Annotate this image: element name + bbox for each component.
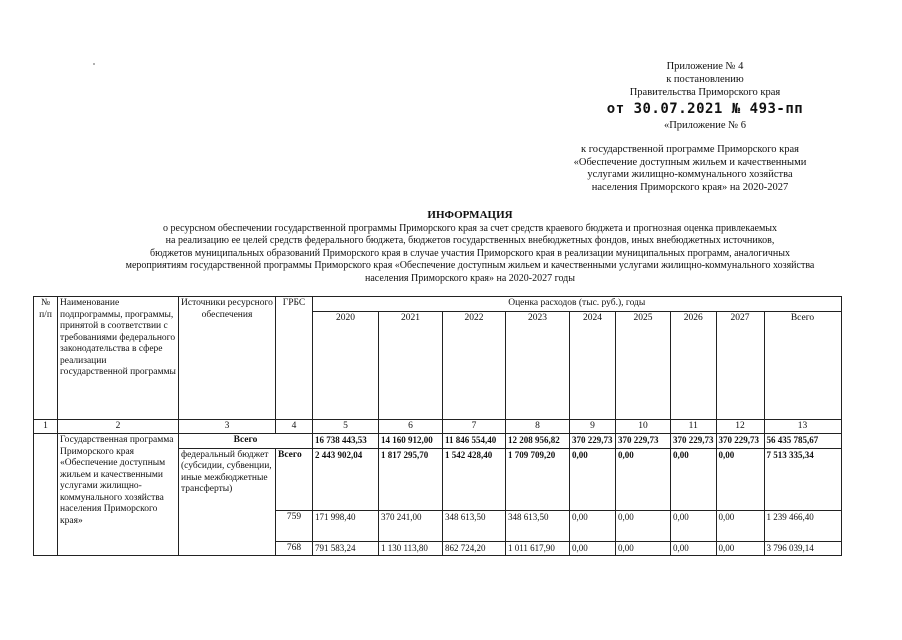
row-number-cell bbox=[34, 434, 58, 556]
federal-total-2025: 0,00 bbox=[616, 448, 671, 510]
col-number: 4 bbox=[276, 419, 313, 434]
grbs-768: 768 bbox=[276, 541, 313, 556]
total-value-2020: 16 738 443,53 bbox=[313, 434, 379, 449]
total-value-2021: 14 160 912,00 bbox=[379, 434, 443, 449]
table-row-total bbox=[34, 434, 842, 449]
federal-total-2023: 1 709 709,20 bbox=[506, 448, 570, 510]
info-line-1: о ресурсном обеспечении государственной программы Приморского края за счет средств краевого бюджета и прогнозная оценка привлекаемых bbox=[162, 222, 778, 234]
total-value-2025: 370 229,73 bbox=[616, 434, 671, 449]
program-ref-line-4: населения Приморского края» на 2020-2027 bbox=[591, 181, 789, 193]
col-number: 10 bbox=[616, 419, 671, 434]
info-line-4: мероприятиям государственной программы Приморского края «Обеспечение доступным жильем и качественными услугами жилищно-коммунального хозяйства bbox=[125, 260, 815, 271]
grbs-768-total: 3 796 039,14 bbox=[764, 541, 841, 556]
col-number: 13 bbox=[764, 419, 841, 434]
resource-table bbox=[33, 296, 842, 556]
document-title: ИНФОРМАЦИЯ bbox=[427, 209, 513, 221]
program-ref-line-1: к государственной программе Приморского края bbox=[581, 144, 799, 155]
col-number: 2 bbox=[58, 419, 179, 434]
info-line-2: на реализацию ее целей средств федерального бюджета, бюджетов государственных внебюджетных фондов, иных внебюджетных источников, bbox=[165, 235, 775, 246]
decree-date-stamp: от 30.07.2021 № 493-пп bbox=[606, 101, 804, 117]
grbs-759-2024: 0,00 bbox=[570, 510, 616, 541]
total-value-2023: 12 208 956,82 bbox=[506, 434, 570, 449]
col-number: 5 bbox=[313, 419, 379, 434]
federal-total-2024: 0,00 bbox=[570, 448, 616, 510]
program-name: Государственная программа Приморского края «Обеспечение доступным жильем и качественными услугами жилищно-коммунального хозяйства населения Приморского края» bbox=[58, 434, 179, 556]
total-value-all: 56 435 785,67 bbox=[764, 434, 841, 449]
federal-total-all: 7 513 335,34 bbox=[764, 448, 841, 510]
header-year-2023: 2023 bbox=[506, 311, 570, 419]
header-grbs: ГРБС bbox=[276, 297, 313, 420]
grbs-768-2023: 1 011 617,90 bbox=[506, 541, 570, 556]
grbs-759-2025: 0,00 bbox=[616, 510, 671, 541]
header-year-2020: 2020 bbox=[313, 311, 379, 419]
appendix-decree-ref: к постановлению bbox=[666, 74, 744, 85]
total-value-2024: 370 229,73 bbox=[570, 434, 616, 449]
grbs-759-2023: 348 613,50 bbox=[506, 510, 570, 541]
federal-total-2022: 1 542 428,40 bbox=[443, 448, 506, 510]
header-year-2024: 2024 bbox=[570, 311, 616, 419]
federal-total-2020: 2 443 902,04 bbox=[313, 448, 379, 510]
header-number: № п/п bbox=[34, 297, 58, 420]
total-label: Всего bbox=[179, 434, 313, 449]
grbs-768-2026: 0,00 bbox=[671, 541, 717, 556]
col-number: 8 bbox=[506, 419, 570, 434]
federal-grbs-total: Всего bbox=[276, 448, 313, 510]
header-year-2026: 2026 bbox=[671, 311, 717, 419]
header-year-2022: 2022 bbox=[443, 311, 506, 419]
scan-speck bbox=[93, 63, 95, 65]
grbs-759: 759 bbox=[276, 510, 313, 541]
col-number: 3 bbox=[179, 419, 276, 434]
federal-total-2026: 0,00 bbox=[671, 448, 717, 510]
header-year-2027: 2027 bbox=[716, 311, 764, 419]
column-number-row bbox=[34, 419, 842, 434]
grbs-768-2027: 0,00 bbox=[716, 541, 764, 556]
grbs-759-2021: 370 241,00 bbox=[379, 510, 443, 541]
header-year-2021: 2021 bbox=[379, 311, 443, 419]
appendix-government: Правительства Приморского края bbox=[629, 87, 781, 98]
grbs-759-2022: 348 613,50 bbox=[443, 510, 506, 541]
col-number: 9 bbox=[570, 419, 616, 434]
col-number: 12 bbox=[716, 419, 764, 434]
header-estimate: Оценка расходов (тыс. руб.), годы bbox=[313, 297, 842, 312]
total-value-2027: 370 229,73 bbox=[716, 434, 764, 449]
federal-budget-label: федеральный бюджет (субсидии, субвенции, иные межбюджетные трансферты) bbox=[179, 448, 276, 556]
program-reference bbox=[565, 144, 815, 194]
header-total: Всего bbox=[764, 311, 841, 419]
information-heading bbox=[90, 209, 850, 285]
grbs-759-total: 1 239 466,40 bbox=[764, 510, 841, 541]
col-number: 6 bbox=[379, 419, 443, 434]
info-line-5: населения Приморского края» на 2020-2027 годы bbox=[365, 272, 575, 284]
grbs-768-2022: 862 724,20 bbox=[443, 541, 506, 556]
header-source: Источники ресурсного обеспечения bbox=[179, 297, 276, 420]
program-ref-line-2: «Обеспечение доступным жильем и качественными bbox=[573, 156, 807, 168]
appendix-header bbox=[560, 60, 850, 132]
grbs-768-2020: 791 583,24 bbox=[313, 541, 379, 556]
grbs-768-2024: 0,00 bbox=[570, 541, 616, 556]
col-number: 11 bbox=[671, 419, 717, 434]
federal-total-2021: 1 817 295,70 bbox=[379, 448, 443, 510]
grbs-759-2027: 0,00 bbox=[716, 510, 764, 541]
grbs-768-2021: 1 130 113,80 bbox=[379, 541, 443, 556]
col-number: 1 bbox=[34, 419, 58, 434]
info-line-3: бюджетов муниципальных образований Приморского края в случае участия Приморского края в реализации муниципальных программ, аналогичных bbox=[150, 247, 790, 259]
appendix-6-label: «Приложение № 6 bbox=[663, 120, 747, 131]
grbs-759-2026: 0,00 bbox=[671, 510, 717, 541]
col-number: 7 bbox=[443, 419, 506, 434]
appendix-number: Приложение № 4 bbox=[666, 61, 744, 72]
total-value-2026: 370 229,73 bbox=[671, 434, 717, 449]
header-year-2025: 2025 bbox=[616, 311, 671, 419]
header-name: Наименование подпрограммы, программы, принятой в соответствии с требованиями федерального законодательства в сфере реализации государственной программы bbox=[58, 297, 179, 420]
program-ref-line-3: услугами жилищно-коммунального хозяйства bbox=[587, 169, 793, 180]
total-value-2022: 11 846 554,40 bbox=[443, 434, 506, 449]
federal-total-2027: 0,00 bbox=[716, 448, 764, 510]
grbs-768-2025: 0,00 bbox=[616, 541, 671, 556]
grbs-759-2020: 171 998,40 bbox=[313, 510, 379, 541]
